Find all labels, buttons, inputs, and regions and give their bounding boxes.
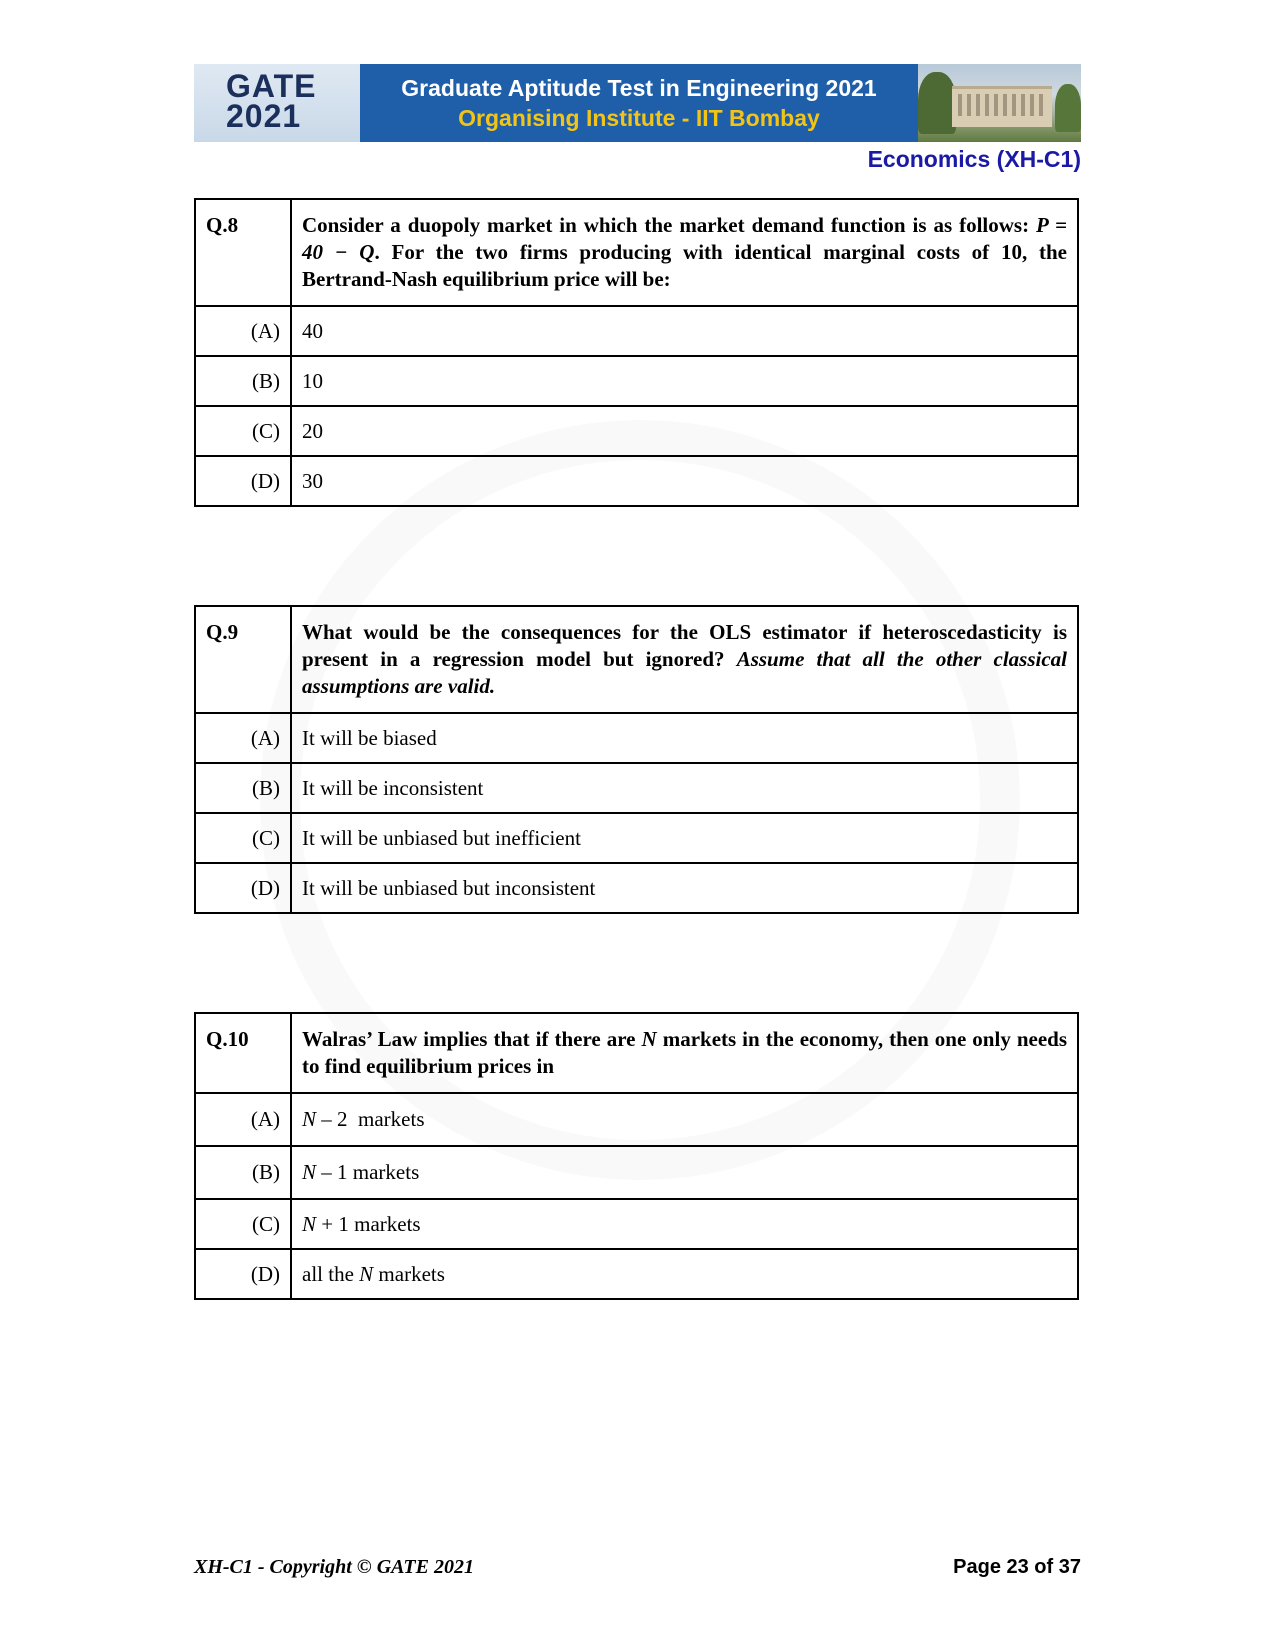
option-text xyxy=(291,1146,1078,1199)
page-current: 23 xyxy=(1006,1556,1029,1578)
option-variable: N xyxy=(302,1160,317,1184)
option-text: 30 xyxy=(291,456,1078,506)
option-text-pre: all the xyxy=(302,1261,360,1286)
option-text: 10 xyxy=(291,356,1078,406)
option-variable: N xyxy=(302,1211,317,1236)
banner-subtitle: Organising Institute - IIT Bombay xyxy=(458,105,820,131)
option-text-rest: markets xyxy=(373,1261,445,1286)
subject-title: Economics (XH-C1) xyxy=(867,146,1081,172)
campus-photo xyxy=(918,64,1081,142)
stem-italic-note: Assume that all the other classical assumptions are valid. xyxy=(302,647,1067,698)
question-number: Q.10 xyxy=(195,1013,291,1093)
option-variable: N xyxy=(302,1107,317,1131)
gate-logo xyxy=(194,64,360,142)
question-table-q9 xyxy=(194,605,1079,914)
option-variable: N xyxy=(359,1261,374,1286)
option-text-rest: – 2 markets xyxy=(316,1107,425,1131)
question-number: Q.9 xyxy=(195,606,291,713)
question-stem xyxy=(291,1013,1078,1093)
tree-left xyxy=(918,72,956,134)
page-prefix: Page xyxy=(953,1556,1007,1578)
option-letter: (A) xyxy=(195,306,291,356)
footer-copyright: XH-C1 - Copyright © GATE 2021 xyxy=(194,1556,474,1578)
option-text xyxy=(291,1093,1078,1146)
option-text: It will be unbiased but inefficient xyxy=(291,813,1078,863)
option-letter: (A) xyxy=(195,713,291,763)
logo-year: 2021 xyxy=(226,98,302,134)
banner-title-box xyxy=(360,64,918,142)
page-total: 37 xyxy=(1058,1556,1081,1578)
option-text: It will be unbiased but inconsistent xyxy=(291,863,1078,913)
building-windows xyxy=(958,94,1046,116)
option-letter: (D) xyxy=(195,863,291,913)
question-stem xyxy=(291,199,1078,306)
footer-page-number xyxy=(953,1556,1081,1579)
option-text xyxy=(291,1199,1078,1249)
option-text xyxy=(291,1249,1078,1299)
option-letter: (B) xyxy=(195,356,291,406)
stem-variable: N xyxy=(641,1027,657,1051)
option-letter: (A) xyxy=(195,1093,291,1146)
option-letter: (B) xyxy=(195,1146,291,1199)
banner-title: Graduate Aptitude Test in Engineering 2021 xyxy=(401,75,877,101)
question-number: Q.8 xyxy=(195,199,291,306)
option-text: 40 xyxy=(291,306,1078,356)
option-letter: (C) xyxy=(195,1199,291,1249)
option-text: 20 xyxy=(291,406,1078,456)
option-text: It will be biased xyxy=(291,713,1078,763)
option-letter: (D) xyxy=(195,456,291,506)
stem-text: Consider a duopoly market in which the market demand function is as follows: xyxy=(302,213,1037,237)
tree-right xyxy=(1055,84,1081,132)
option-letter: (D) xyxy=(195,1249,291,1299)
option-text: It will be inconsistent xyxy=(291,763,1078,813)
stem-formula: P = 40 − Q xyxy=(302,213,1067,264)
option-letter: (B) xyxy=(195,763,291,813)
option-text-rest: – 1 markets xyxy=(316,1160,420,1184)
option-letter: (C) xyxy=(195,406,291,456)
question-stem xyxy=(291,606,1078,713)
stem-text: . For the two firms producing with identical marginal costs of 10, the Bertrand-Nash equilibrium price will be: xyxy=(302,240,1068,291)
question-table-q10 xyxy=(194,1012,1079,1300)
header-banner xyxy=(194,64,1081,142)
page-mid: of xyxy=(1028,1556,1059,1578)
option-letter: (C) xyxy=(195,813,291,863)
stem-text: Walras’ Law implies that if there are xyxy=(302,1027,642,1051)
question-table-q8 xyxy=(194,198,1079,507)
logo-word: GATE xyxy=(226,68,317,104)
stem-text: What would be the consequences for the OLS estimator if heteroscedasticity is present in a regression model but ignored? xyxy=(302,620,1067,671)
option-text-rest: + 1 markets xyxy=(316,1211,421,1236)
stem-text: markets in the economy, then one only needs to find equilibrium prices in xyxy=(302,1027,1067,1078)
